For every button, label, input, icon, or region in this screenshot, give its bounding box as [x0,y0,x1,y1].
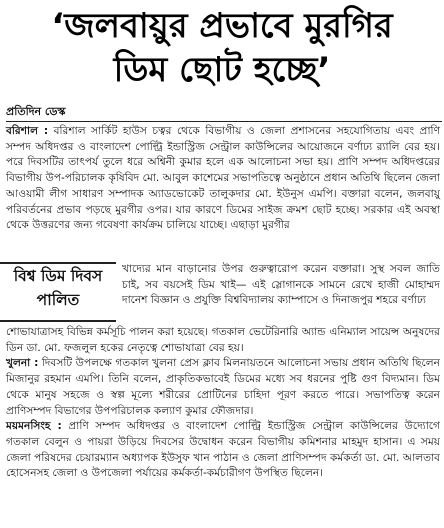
headline-line-2: ডিম ছোট হচ্ছে’ [113,50,331,90]
subheading-line-2: পালিত [36,291,80,309]
article-body-bottom [6,325,440,482]
headline-line-1: ‘জলবায়ুর প্রভাবে মুরগির [51,6,393,46]
paragraph-mymensingh [6,419,440,482]
paragraph-dinajpur: শোভাযাত্রাসহ বিভিন্ন কর্মসূচি পালন করা হয়েছে। গতকাল ভেটেরিনারি অ্যান্ড এনিম্যাল সায়েন্স অনুষদের ডিন ডা. মো. ফজলুল হকের নেতৃত্বে শোভাযাত্রা বের হয়। [6,326,440,354]
paragraph-barishal [6,124,440,234]
dateline-barishal: বরিশাল : [6,125,49,137]
subheading-box [0,262,116,322]
wrapped-paragraph-text: খাদ্যের মান বাড়ানোর উপর গুরুত্বারোপ করেন বক্তারা। সুস্থ সবল জাতি চাই, সব বয়সেই ডিম খাই— এই স্লোগানকে সামনে রেখে হাজী মোহাম্মদ দানেশ বিজ্ঞান ও প্রযুক্তি বিশ্ববিদ্যালয় ক্যাম্পাসে ও দিনাজপুর শহরে বর্ণাঢ্য [122,263,440,307]
paragraph-barishal-text: বরিশাল সার্কিট হাউস চত্বর থেকে বিভাগীয় ও জেলা প্রশাসনের সহযোগিতায় এবং প্রাণি সম্পদ অধিদপ্তর ও বাংলাদেশ পোল্ট্রি ইন্ডাস্ট্রিজ সেন্ট্রাল কাউন্সিলের আয়োজনে বর্ণাঢ্য র‌্যালি বের হয়। পরে দিবসটির তাৎপর্য তুলে ধরে অশ্বিনী কুমার হলে এক আলোচনা সভা হয়। প্রাণি সম্পদ অধিদপ্তরের বিভাগীয় উপ-পরিচালক কৃষিবিদ মো. আবুল কাশেমের সভাপতিত্বে অনুষ্ঠানে প্রধান অতিথি ছিলেন জেলা আওয়ামী লীগ সাধারণ সম্পাদক অ্যাডভোকেট তালুকদার মো. ইউনুস এমপি। বক্তারা বলেন, জলবায়ু পরিবর্তনের প্রভাব পড়ছে মুরগীর ওপর। যার কারণে ডিমের সাইজ ক্রমশ ছোট হচ্ছে। সরকার এই অবস্থা থেকে উত্তরণের জন্য গবেষণা কার্যক্রম চালিয়ে যাচ্ছে। এছাড়া মুরগীর [6,125,440,232]
paragraph-khulna-text: দিবসটি উপলক্ষে গতকাল খুলনা প্রেস ক্লাব মিলনায়তনে আলোচনা সভায় প্রধান অতিথি ছিলেন মিজানুর রহমান এমপি। তিনি বলেন, প্রাকৃতিকভাবেই ডিমের মধ্যে সব ধরনের পুষ্টি গুণ বিদ্যমান। ডিম থেকে মানুষ সহজে ও স্বল্প মূল্যে শরীরের প্রোটিনের চাহিদা পূরণ করতে পারে। সভাপতিত্ব করেন প্রাণিসম্পদ বিভাগের উপপরিচালক কল্যাণ কুমার ফৌজদার। [6,357,441,417]
subheading-line-1: বিশ্ব ডিম দিবস [13,267,103,285]
headline [8,4,436,92]
article-body-top [6,124,440,234]
paragraph-khulna [6,356,440,419]
dateline-mymensingh: ময়মনসিংহ : [6,420,62,433]
byline-desk: প্রতিদিন ডেস্ক [6,105,66,118]
paragraph-mymensingh-text: প্রাণি সম্পদ অধিদপ্তর ও বাংলাদেশ পোল্ট্রি ইন্ডাস্ট্রিজ সেন্ট্রাল কাউন্সিলের উদ্যোগে গতকাল বেলুন ও পায়রা উড়িয়ে দিবসের উদ্বোধন করেন বিভাগীয় কমিশনার মাহমুদ হাসান। এ সময় জেলা পরিষদের চেয়ারম্যান অধ্যাপক ইউসুফ খান পাঠান ও জেলা প্রাণিসম্পদ কর্মকর্তা ডা. মো. আলতাব হোসেনসহ জেলা ও উপজেলা পর্যায়ের কর্মকর্তা-কর্মচারীগণ উপস্থিত ছিলেন। [6,420,440,480]
byline-divider [6,121,442,122]
dateline-khulna: খুলনা : [6,357,39,370]
